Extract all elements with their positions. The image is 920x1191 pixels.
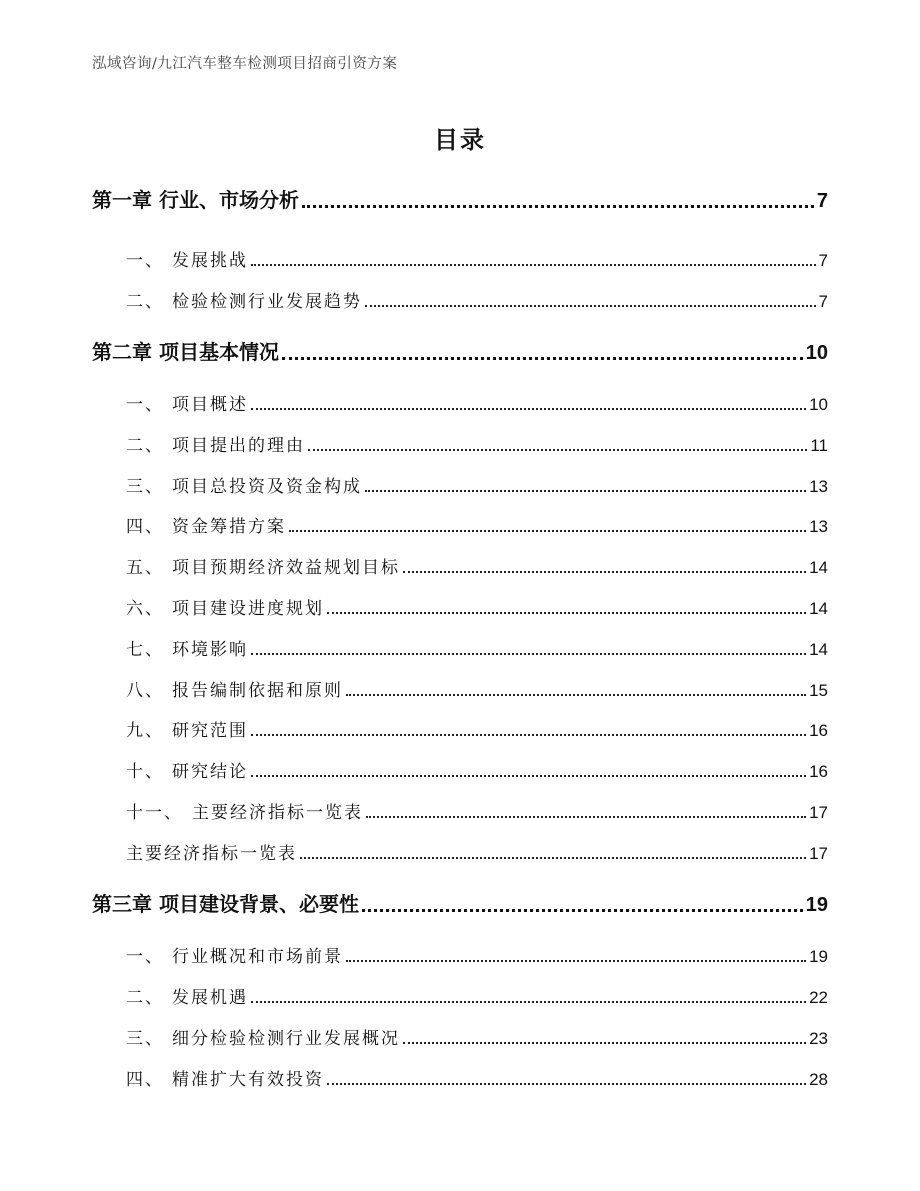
section-page-number: 16 bbox=[809, 762, 828, 781]
chapter-label: 第二章 项目基本情况 bbox=[92, 340, 279, 364]
dot-leader bbox=[327, 611, 806, 614]
toc-section[interactable] bbox=[126, 676, 828, 701]
section-label: 三、 细分检验检测行业发展概况 bbox=[126, 1029, 400, 1049]
section-page-number: 13 bbox=[809, 477, 828, 496]
section-label: 四、 精准扩大有效投资 bbox=[126, 1070, 324, 1090]
dot-leader bbox=[251, 652, 806, 655]
section-page-number: 14 bbox=[809, 558, 828, 577]
section-label: 七、 环境影响 bbox=[126, 640, 248, 660]
dot-leader bbox=[346, 959, 806, 962]
section-page-number: 23 bbox=[809, 1029, 828, 1048]
chapter-label: 第三章 项目建设背景、必要性 bbox=[92, 892, 359, 916]
section-page-number: 7 bbox=[818, 292, 828, 311]
section-page-number: 15 bbox=[809, 681, 828, 700]
toc-section[interactable] bbox=[126, 553, 828, 578]
toc-section[interactable] bbox=[126, 287, 828, 312]
section-page-number: 11 bbox=[810, 436, 828, 455]
section-label: 二、 检验检测行业发展趋势 bbox=[126, 292, 362, 312]
dot-leader bbox=[251, 774, 806, 777]
dot-leader bbox=[251, 1000, 806, 1003]
section-page-number: 17 bbox=[809, 844, 828, 863]
toc-section[interactable] bbox=[126, 594, 828, 619]
section-label: 五、 项目预期经济效益规划目标 bbox=[126, 558, 400, 578]
dot-leader bbox=[362, 908, 803, 912]
section-page-number: 22 bbox=[809, 988, 828, 1007]
toc-section[interactable] bbox=[126, 472, 828, 497]
toc-chapter-1[interactable] bbox=[92, 184, 828, 213]
section-label: 八、 报告编制依据和原则 bbox=[126, 681, 343, 701]
section-page-number: 14 bbox=[809, 599, 828, 618]
toc-section[interactable] bbox=[126, 716, 828, 741]
chapter-page-number: 19 bbox=[805, 894, 828, 916]
document-header: 泓域咨询/九江汽车整车检测项目招商引资方案 bbox=[92, 56, 398, 72]
dot-leader bbox=[366, 815, 806, 818]
chapter-page-number: 7 bbox=[816, 190, 828, 212]
dot-leader bbox=[327, 1082, 806, 1085]
dot-leader bbox=[365, 489, 806, 492]
section-page-number: 19 bbox=[809, 947, 828, 966]
section-label: 二、 发展机遇 bbox=[126, 988, 248, 1008]
section-label: 二、 项目提出的理由 bbox=[126, 436, 305, 456]
toc-section[interactable] bbox=[126, 431, 828, 456]
section-label: 主要经济指标一览表 bbox=[126, 844, 297, 864]
dot-leader bbox=[308, 448, 807, 451]
toc-section[interactable] bbox=[126, 1024, 828, 1049]
dot-leader bbox=[346, 693, 806, 696]
section-page-number: 7 bbox=[818, 251, 828, 270]
toc-section[interactable] bbox=[126, 983, 828, 1008]
section-label: 三、 项目总投资及资金构成 bbox=[126, 477, 362, 497]
dot-leader bbox=[403, 1041, 806, 1044]
chapter-label: 第一章 行业、市场分析 bbox=[92, 188, 299, 212]
section-label: 十一、 主要经济指标一览表 bbox=[126, 803, 363, 823]
section-page-number: 28 bbox=[809, 1070, 828, 1089]
toc-chapter-3[interactable] bbox=[92, 888, 828, 917]
toc-section[interactable] bbox=[126, 757, 828, 782]
section-label: 十、 研究结论 bbox=[126, 762, 248, 782]
section-label: 六、 项目建设进度规划 bbox=[126, 599, 324, 619]
dot-leader bbox=[251, 733, 806, 736]
section-label: 四、 资金筹措方案 bbox=[126, 517, 286, 537]
toc-section[interactable] bbox=[126, 798, 828, 823]
toc-chapter-2[interactable] bbox=[92, 336, 828, 365]
toc-section[interactable] bbox=[126, 390, 828, 415]
dot-leader bbox=[251, 407, 806, 410]
section-label: 一、 项目概述 bbox=[126, 395, 248, 415]
toc-section[interactable] bbox=[126, 635, 828, 660]
dot-leader bbox=[251, 263, 816, 266]
dot-leader bbox=[365, 304, 816, 307]
dot-leader bbox=[300, 856, 806, 859]
section-page-number: 16 bbox=[809, 721, 828, 740]
section-label: 一、 行业概况和市场前景 bbox=[126, 947, 343, 967]
dot-leader bbox=[289, 529, 806, 532]
toc-section[interactable] bbox=[126, 839, 828, 864]
section-page-number: 10 bbox=[809, 395, 828, 414]
section-label: 一、 发展挑战 bbox=[126, 251, 248, 271]
chapter-page-number: 10 bbox=[805, 342, 828, 364]
toc-title: 目录 bbox=[434, 126, 486, 154]
section-label: 九、 研究范围 bbox=[126, 721, 248, 741]
toc-section[interactable] bbox=[126, 512, 828, 537]
toc-section[interactable] bbox=[126, 246, 828, 271]
dot-leader bbox=[282, 356, 803, 360]
dot-leader bbox=[403, 570, 806, 573]
section-page-number: 17 bbox=[809, 803, 828, 822]
dot-leader bbox=[302, 204, 814, 208]
section-page-number: 13 bbox=[809, 517, 828, 536]
section-page-number: 14 bbox=[809, 640, 828, 659]
toc-section[interactable] bbox=[126, 1065, 828, 1090]
toc-section[interactable] bbox=[126, 942, 828, 967]
